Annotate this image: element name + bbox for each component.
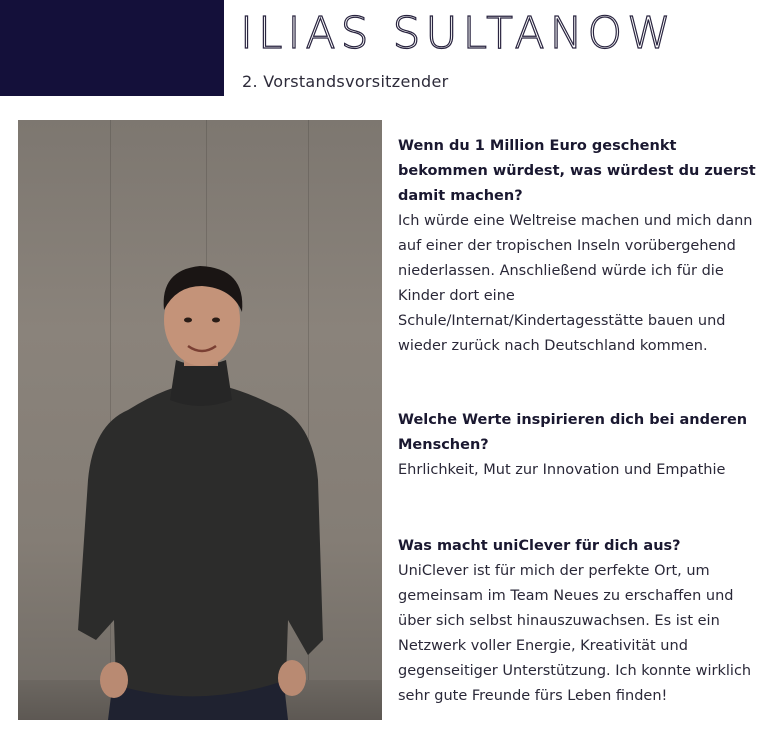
header-color-block xyxy=(0,0,224,96)
qa-block-uniclever xyxy=(398,534,762,709)
question-million: Wenn du 1 Million Euro geschenkt bekommen würdest, was würdest du zuerst damit machen? xyxy=(398,138,756,204)
question-values: Welche Werte inspirieren dich bei anderen Menschen? xyxy=(398,412,748,453)
page-title: ILIAS SULTANOW xyxy=(240,8,676,59)
portrait-photo xyxy=(18,120,382,720)
qa-block-values xyxy=(398,408,762,483)
qa-block-million xyxy=(398,134,762,359)
person-figure xyxy=(18,120,382,720)
answer-million: Ich würde eine Weltreise machen und mich dann auf einer der tropischen Inseln vorübergehend niederlassen. Anschließend würde ich für die Kinder dort eine Schule/Internat/Kindertagesstätte bauen und wieder zurück nach Deutschland kommen. xyxy=(398,213,753,354)
role-subtitle: 2. Vorstandsvorsitzender xyxy=(242,72,449,91)
answer-values: Ehrlichkeit, Mut zur Innovation und Empathie xyxy=(398,462,726,478)
question-uniclever: Was macht uniClever für dich aus? xyxy=(398,538,681,554)
answer-uniclever: UniClever ist für mich der perfekte Ort, um gemeinsam im Team Neues zu erschaffen und über sich selbst hinauszuwachsen. Es ist ein Netzwerk voller Energie, Kreativität und gegenseitiger Unterstützung. Ich konnte wirklich sehr gute Freunde fürs Leben finden! xyxy=(398,563,752,704)
